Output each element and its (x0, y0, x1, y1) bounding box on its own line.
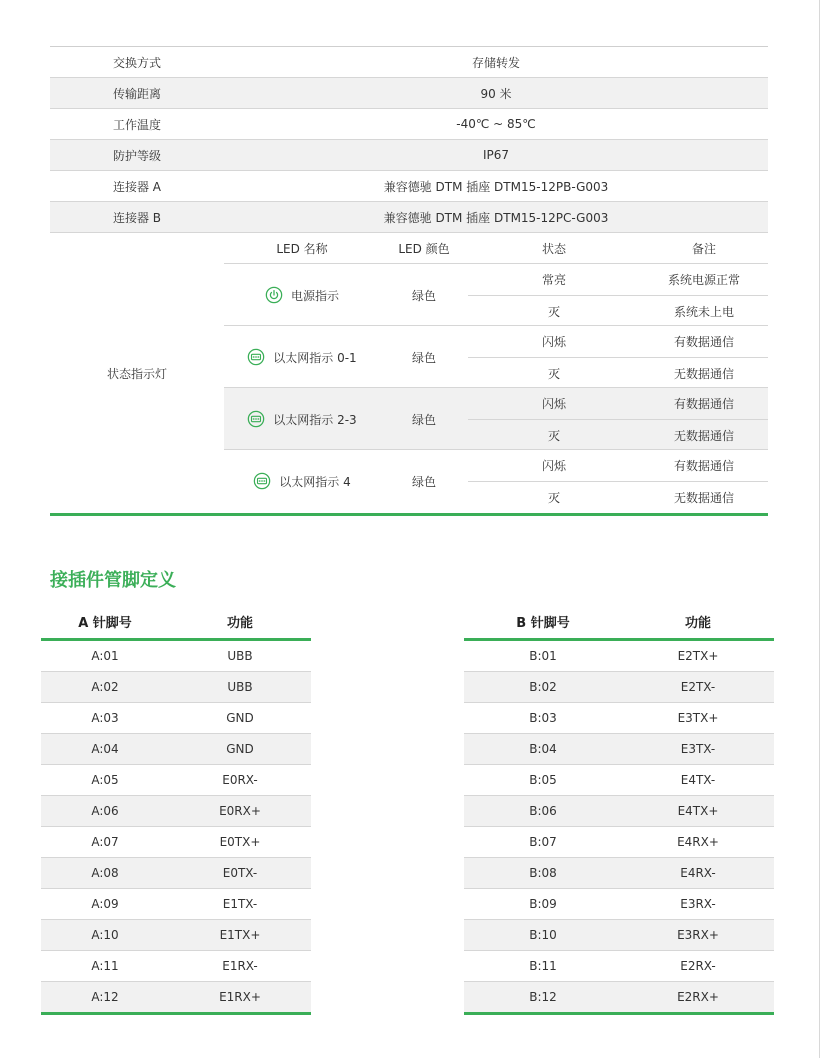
led-state: 闪烁 (541, 459, 566, 473)
led-note: 有数据通信 (673, 397, 734, 411)
led-state-row (468, 419, 768, 450)
ethernet-icon (247, 410, 265, 428)
table-row (464, 703, 774, 734)
pin-id: A:03 (91, 711, 119, 725)
led-note: 无数据通信 (673, 490, 734, 505)
led-table (50, 233, 768, 513)
table-row (464, 982, 774, 1013)
pin-id: A:02 (91, 680, 119, 694)
pin-id: A:05 (91, 773, 119, 787)
table-row (41, 703, 311, 734)
table-row (41, 641, 311, 672)
led-state-row (468, 357, 768, 388)
spec-row (50, 47, 768, 78)
led-group-power (224, 263, 768, 326)
pin-id: A:11 (91, 959, 119, 973)
table-row (464, 734, 774, 765)
pin-table-b (464, 604, 774, 1015)
led-group-ethernet-4 (224, 449, 768, 512)
led-state: 闪烁 (541, 397, 566, 411)
spec-value: 存储转发 (471, 55, 520, 70)
table-row (464, 889, 774, 920)
led-state-row (468, 264, 768, 295)
pin-func: E3RX+ (677, 928, 719, 942)
section-title: 接插件管脚定义 (50, 570, 176, 591)
spec-value: 兼容德驰 DTM 插座 DTM15-12PB-G003 (383, 179, 609, 194)
pin-func: GND (226, 711, 254, 725)
pin-id: B:10 (529, 928, 557, 942)
pin-func: E2RX- (680, 959, 716, 973)
spec-key: 传输距离 (112, 86, 161, 101)
table-row (41, 827, 311, 858)
table-row (464, 858, 774, 889)
pin-id: B:11 (529, 959, 557, 973)
pin-func: UBB (227, 680, 253, 694)
pin-func: E0TX- (222, 866, 258, 880)
led-color: 绿色 (411, 412, 436, 427)
pin-func: UBB (227, 649, 253, 663)
led-name-cell (224, 388, 380, 450)
table-row (464, 796, 774, 827)
pin-func: E2TX+ (677, 649, 719, 663)
pin-func: E4TX- (680, 773, 716, 787)
led-state-row (468, 481, 768, 512)
pin-id: B:02 (529, 680, 557, 694)
pin-func: E1RX+ (219, 990, 261, 1004)
led-color: 绿色 (411, 350, 436, 365)
pin-id: A:12 (91, 990, 119, 1004)
pin-func: E4RX- (680, 866, 716, 880)
table-row (464, 827, 774, 858)
led-group-ethernet-0-1 (224, 325, 768, 388)
ethernet-icon (247, 348, 265, 366)
pin-func: E2TX- (680, 680, 716, 694)
table-row (464, 672, 774, 703)
pin-id: B:01 (529, 649, 557, 663)
led-header-state: 状态 (541, 241, 566, 256)
pin-id: A:10 (91, 928, 119, 942)
table-row (41, 889, 311, 920)
pin-id: A:06 (91, 804, 119, 818)
pin-id: B:07 (529, 835, 557, 849)
led-name-cell (224, 326, 380, 388)
table-row (41, 982, 311, 1013)
spec-row (50, 140, 768, 171)
table-row (464, 920, 774, 951)
table-row (41, 672, 311, 703)
spec-key: 防护等级 (112, 148, 161, 163)
spec-row (50, 202, 768, 233)
led-state: 灭 (547, 428, 560, 443)
spec-table (50, 46, 768, 233)
led-name: 电源指示 (290, 288, 339, 303)
pin-func: E1RX- (222, 959, 258, 973)
spec-key: 连接器 A (112, 179, 162, 194)
pin-func: E3TX- (680, 742, 716, 756)
pin-func: E0RX- (222, 773, 258, 787)
table-row (464, 951, 774, 982)
table-row (41, 734, 311, 765)
spec-value: 90 米 (480, 86, 512, 101)
table-row (464, 765, 774, 796)
pin-header-pin: B 针脚号 (516, 615, 570, 631)
table-row (41, 951, 311, 982)
led-state-row (468, 450, 768, 481)
led-state-row (468, 326, 768, 357)
pin-func: E0TX+ (219, 835, 261, 849)
led-note: 无数据通信 (673, 428, 734, 443)
led-state: 灭 (547, 366, 560, 381)
spec-value: 兼容德驰 DTM 插座 DTM15-12PC-G003 (383, 210, 609, 225)
led-note: 无数据通信 (673, 366, 734, 381)
pin-table-header (41, 604, 311, 641)
spec-row (50, 78, 768, 109)
ethernet-icon (253, 472, 271, 490)
led-color: 绿色 (411, 474, 436, 489)
pin-id: A:07 (91, 835, 119, 849)
pin-id: A:01 (91, 649, 119, 663)
led-note: 有数据通信 (673, 459, 734, 473)
pin-func: GND (226, 742, 254, 756)
led-table-bottom-rule (50, 513, 768, 516)
table-row (464, 641, 774, 672)
pin-id: B:08 (529, 866, 557, 880)
table-row (41, 858, 311, 889)
pin-id: A:08 (91, 866, 119, 880)
pin-table-bottom-rule (41, 1012, 311, 1015)
led-name: 以太网指示 4 (279, 474, 351, 489)
led-header-row (224, 233, 768, 263)
pin-table-bottom-rule (464, 1012, 774, 1015)
led-note: 有数据通信 (673, 335, 734, 349)
led-name-cell (224, 264, 380, 326)
pin-id: B:09 (529, 897, 557, 911)
pin-id: A:04 (91, 742, 119, 756)
pin-id: B:12 (529, 990, 557, 1004)
spec-value: -40℃ ~ 85℃ (456, 117, 536, 131)
table-row (41, 765, 311, 796)
spec-key: 交换方式 (112, 55, 161, 70)
spec-value: IP67 (482, 148, 510, 162)
pin-id: B:04 (529, 742, 557, 756)
led-state: 闪烁 (541, 335, 566, 349)
led-header-note: 备注 (691, 241, 716, 256)
led-header-color: LED 颜色 (398, 241, 450, 256)
pin-func: E4RX+ (677, 835, 719, 849)
led-name-cell (224, 450, 380, 512)
table-row (41, 920, 311, 951)
power-icon (265, 286, 283, 304)
led-name: 以太网指示 0-1 (273, 350, 357, 365)
pin-id: B:03 (529, 711, 557, 725)
pin-func: E1TX- (222, 897, 258, 911)
pin-func: E1TX+ (219, 928, 261, 942)
pin-func: E3TX+ (677, 711, 719, 725)
spec-key: 工作温度 (112, 117, 161, 132)
pin-table-a (41, 604, 311, 1015)
spec-row (50, 109, 768, 140)
pin-table-header (464, 604, 774, 641)
led-section-label: 状态指示灯 (106, 366, 167, 381)
led-state-row (468, 388, 768, 419)
led-note: 系统电源正常 (667, 273, 740, 287)
led-header-name: LED 名称 (276, 241, 328, 256)
pin-id: A:09 (91, 897, 119, 911)
led-state: 灭 (547, 304, 560, 319)
pin-func: E0RX+ (219, 804, 261, 818)
pin-header-func: 功能 (684, 615, 711, 631)
pin-header-pin: A 针脚号 (78, 615, 132, 631)
led-note: 系统未上电 (673, 304, 734, 319)
table-row (41, 796, 311, 827)
pin-id: B:05 (529, 773, 557, 787)
pin-func: E3RX- (680, 897, 716, 911)
pin-id: B:06 (529, 804, 557, 818)
led-state: 灭 (547, 490, 560, 505)
pin-header-func: 功能 (226, 615, 253, 631)
led-state: 常亮 (541, 273, 566, 287)
spec-key: 连接器 B (112, 210, 162, 225)
pin-func: E4TX+ (677, 804, 719, 818)
led-name: 以太网指示 2-3 (273, 412, 357, 427)
spec-row (50, 171, 768, 202)
led-color: 绿色 (411, 288, 436, 303)
pin-func: E2RX+ (677, 990, 719, 1004)
led-group-ethernet-2-3 (224, 387, 768, 450)
led-state-row (468, 295, 768, 326)
